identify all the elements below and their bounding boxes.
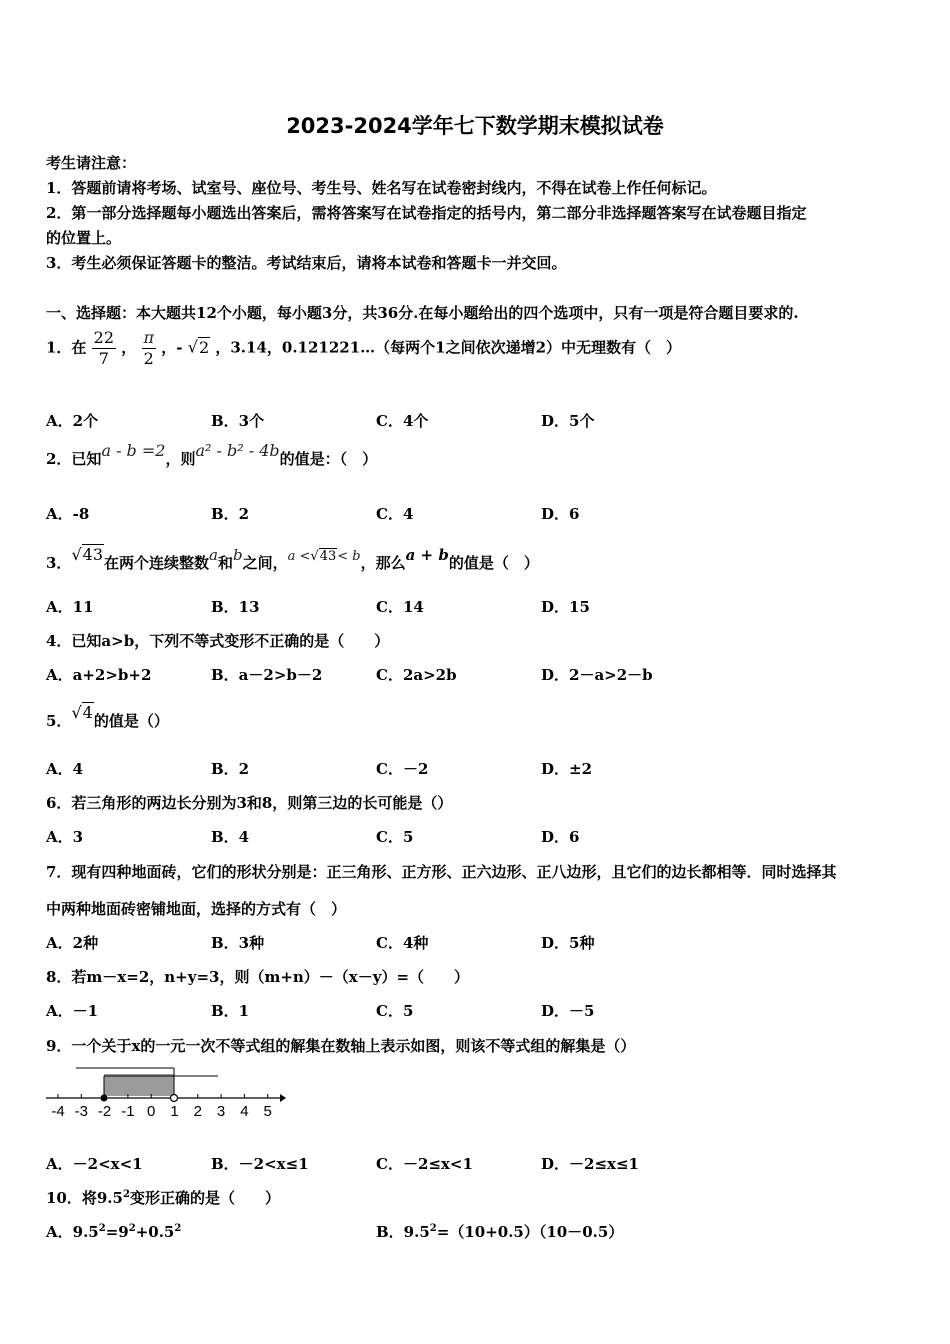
tick-label: 5 <box>263 1103 272 1120</box>
notice-line-3: 的位置上。 <box>46 229 122 247</box>
tick-label: -4 <box>51 1103 65 1120</box>
question-7-line-2: 中两种地面砖密铺地面，选择的方式有（ ） <box>46 900 347 918</box>
page-title: 2023-2024学年七下数学期末模拟试卷 <box>286 114 664 138</box>
q4-option-a[interactable]: A．a+2>b+2 <box>46 666 152 684</box>
question-4: 4．已知a>b，下列不等式变形不正确的是（ ） <box>46 632 390 650</box>
question-5: 5．√4的值是（） <box>46 703 169 730</box>
sqrt-2: √2 <box>187 337 210 357</box>
q1-option-c[interactable]: C．4个 <box>376 412 429 430</box>
q2-option-a[interactable]: A．-8 <box>46 505 90 523</box>
tick-label: 3 <box>216 1103 226 1120</box>
tick-label: -2 <box>97 1103 112 1120</box>
q3-option-b[interactable]: B．13 <box>211 598 260 616</box>
open-point-1 <box>171 1095 178 1102</box>
q10-option-a[interactable]: A．$9.5^2=9^2+0.5^2$ <box>46 1223 182 1241</box>
number-line-figure <box>40 1062 290 1124</box>
notice-line-2: 2．第一部分选择题每小题选出答案后，需将答案写在试卷指定的括号内，第二部分非选择题答案写在试卷题目指定 <box>46 204 807 222</box>
q1-option-b[interactable]: B．3个 <box>211 412 265 430</box>
q8-option-d[interactable]: D．－5 <box>541 1002 595 1020</box>
q1-option-d[interactable]: D．5个 <box>541 412 595 430</box>
q7-option-d[interactable]: D．5种 <box>541 934 595 952</box>
q8-option-c[interactable]: C．5 <box>376 1002 414 1020</box>
q1-option-a[interactable]: A．2个 <box>46 412 99 430</box>
q9-option-b[interactable]: B．－2<x≤1 <box>211 1155 309 1173</box>
tick-label: 2 <box>193 1103 202 1120</box>
tick-label: 1 <box>170 1103 179 1120</box>
question-9: 9．一个关于x的一元一次不等式组的解集在数轴上表示如图，则该不等式组的解集是（） <box>46 1037 636 1055</box>
tick-label: 4 <box>240 1103 249 1120</box>
q8-option-b[interactable]: B．1 <box>211 1002 250 1020</box>
notice-line-1: 1．答题前请将考场、试室号、座位号、考生号、姓名写在试卷密封线内，不得在试卷上作任何标记。 <box>46 179 717 197</box>
question-2: 2．已知a - b =2，则a² - b² - 4b的值是：（ ） <box>46 441 378 468</box>
question-6: 6．若三角形的两边长分别为3和8，则第三边的长可能是（） <box>46 794 453 812</box>
question-3: 3．√43在两个连续整数a和b之间，a <√43< b，那么a + b的值是（ ） <box>46 545 539 572</box>
notice-line-4: 3．考生必须保证答题卡的整洁。考试结束后，请将本试卷和答题卡一并交回。 <box>46 254 567 272</box>
q6-option-c[interactable]: C．5 <box>376 828 414 846</box>
q5-option-d[interactable]: D．±2 <box>541 760 593 778</box>
question-8: 8．若m－x=2，n+y=3，则（m+n）－（x－y）=（ ） <box>46 968 470 986</box>
q2-option-c[interactable]: C．4 <box>376 505 414 523</box>
q5-option-c[interactable]: C．－2 <box>376 760 429 778</box>
question-10: 10．将$9.5^2$变形正确的是（ ） <box>46 1189 280 1207</box>
q9-option-a[interactable]: A．－2<x<1 <box>46 1155 143 1173</box>
q7-option-a[interactable]: A．2种 <box>46 934 99 952</box>
q9-option-d[interactable]: D．－2≤x≤1 <box>541 1155 639 1173</box>
q4-option-c[interactable]: C．2a>2b <box>376 666 457 684</box>
q3-option-c[interactable]: C．14 <box>376 598 424 616</box>
sqrt-43: √43 <box>71 545 103 564</box>
tick-label: -1 <box>121 1103 135 1120</box>
q10-option-b[interactable]: B．$9.5^2=(10+0.5)(10-0.5)$ <box>376 1223 624 1241</box>
q2-option-d[interactable]: D．6 <box>541 505 580 523</box>
sqrt-4: √4 <box>71 703 93 722</box>
axis-arrow <box>280 1094 286 1102</box>
tick-label: 0 <box>147 1103 156 1120</box>
q8-option-a[interactable]: A．－1 <box>46 1002 99 1020</box>
q7-option-c[interactable]: C．4种 <box>376 934 429 952</box>
q3-option-a[interactable]: A．11 <box>46 598 94 616</box>
fraction-22-7: $\frac{22}{7}$ <box>93 328 115 368</box>
q4-option-b[interactable]: B．a－2>b－2 <box>211 666 323 684</box>
closed-point-minus-2 <box>101 1095 108 1102</box>
section-heading: 一、选择题：本大题共12个小题，每小题3分，共36分.在每小题给出的四个选项中，只有一项是符合题目要求的. <box>46 304 799 322</box>
tick-label: -3 <box>74 1103 88 1120</box>
q6-option-b[interactable]: B．4 <box>211 828 250 846</box>
question-7-line-1: 7．现有四种地面砖，它们的形状分别是：正三角形、正方形、正六边形、正八边形，且它们的边长都相等．同时选择其 <box>46 863 837 881</box>
solution-shading <box>104 1074 174 1096</box>
q2-option-b[interactable]: B．2 <box>211 505 250 523</box>
q4-option-d[interactable]: D．2－a>2－b <box>541 666 653 684</box>
notice-heading: 考生请注意： <box>46 154 137 172</box>
q5-option-a[interactable]: A．4 <box>46 760 84 778</box>
question-1: 1．在 $\frac{22}{7}$ ， $\frac{\pi}{2}$ ，- √2 ，3.14，0.121221…（每两个1之间依次递增2）中无理数有（ ） <box>46 328 682 368</box>
fraction-pi-2: $\frac{\pi}{2}$ <box>143 328 155 368</box>
q3-option-d[interactable]: D．15 <box>541 598 590 616</box>
q9-option-c[interactable]: C．－2≤x<1 <box>376 1155 473 1173</box>
q6-option-d[interactable]: D．6 <box>541 828 580 846</box>
q5-option-b[interactable]: B．2 <box>211 760 250 778</box>
q6-option-a[interactable]: A．3 <box>46 828 84 846</box>
q7-option-b[interactable]: B．3种 <box>211 934 265 952</box>
